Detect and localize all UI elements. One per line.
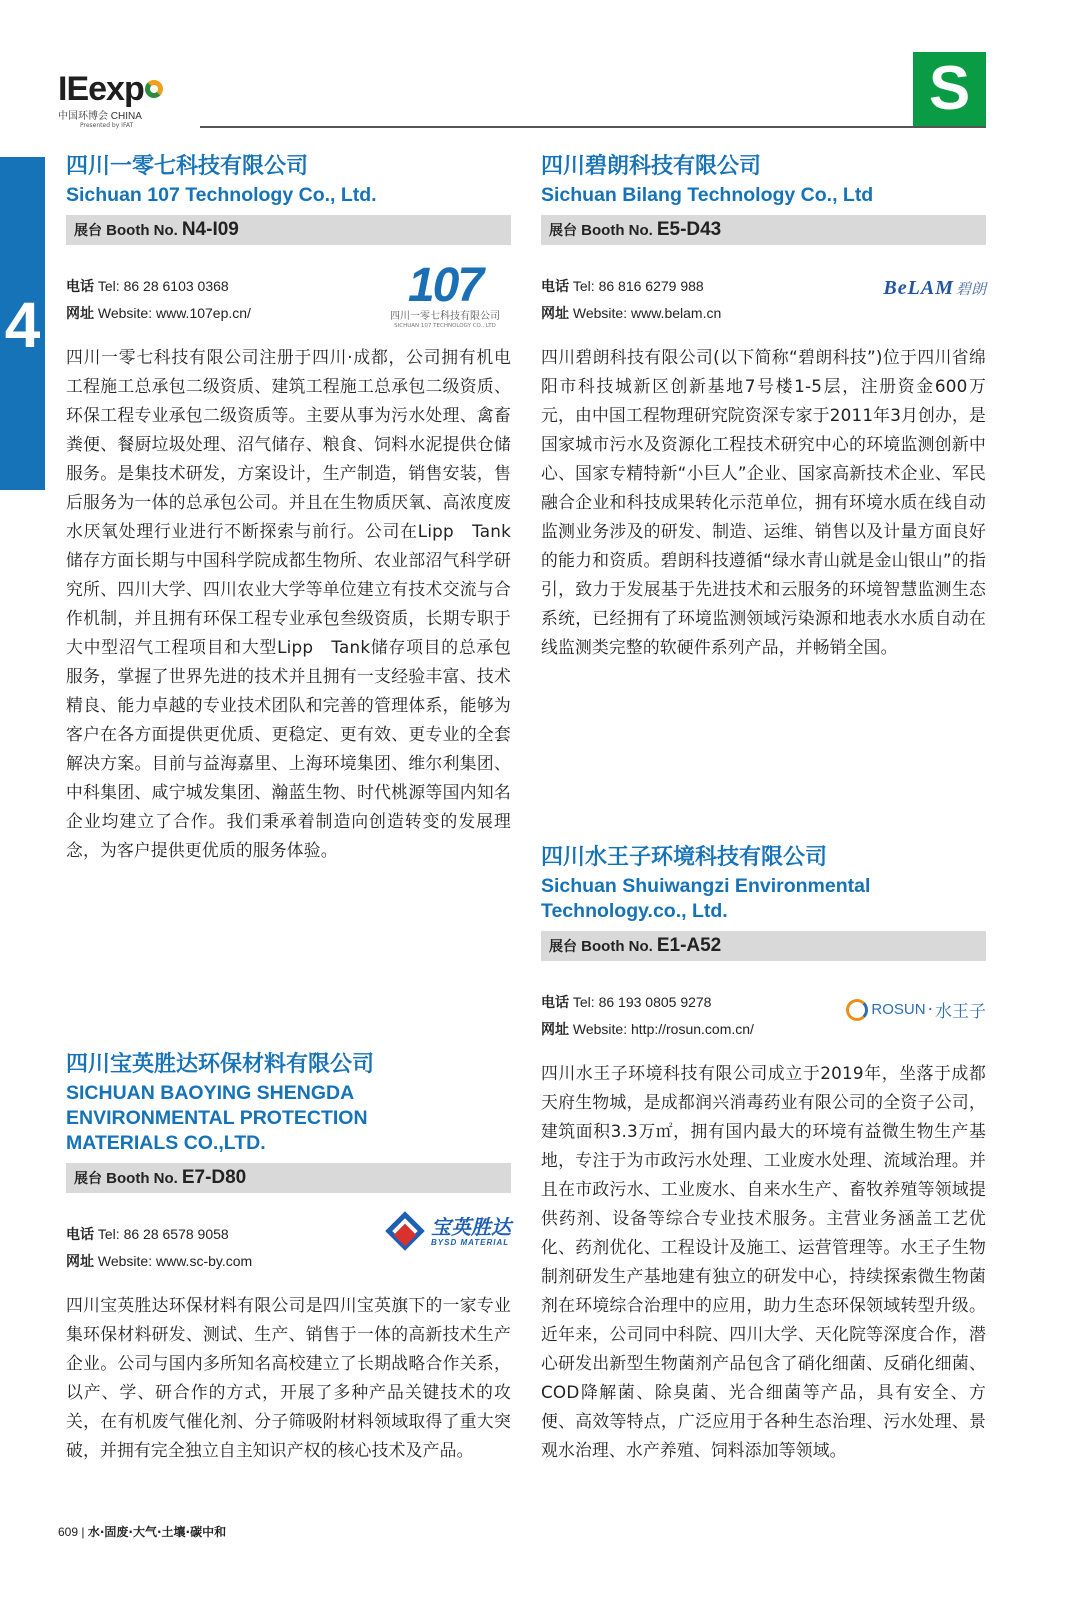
web-label-en: Website: xyxy=(572,1021,628,1037)
company-logo-bysd xyxy=(387,1213,511,1249)
contact-block xyxy=(66,259,511,329)
section-letter-box: S xyxy=(913,52,986,126)
page-footer: 609 | 水·固废·大气·土壤·碳中和 xyxy=(58,1525,227,1539)
web-label-en: Website: xyxy=(97,1253,153,1269)
company-logo-belam xyxy=(883,277,986,300)
booth-prefix-en: Booth No. xyxy=(106,222,178,239)
company-baoying-shengda xyxy=(66,1050,511,1465)
logo-belam-text: BeLAM xyxy=(883,277,954,299)
booth-bar xyxy=(541,215,986,245)
company-shuiwangzi xyxy=(541,843,986,1465)
rosun-mark-icon xyxy=(846,999,868,1021)
tel-value: 86 28 6103 0368 xyxy=(123,278,229,294)
company-name-en: Sichuan 107 Technology Co., Ltd. xyxy=(66,184,377,206)
tel-label-cn: 电话 xyxy=(66,1227,94,1243)
booth-prefix-en: Booth No. xyxy=(581,938,653,955)
company-description: 四川一零七科技有限公司注册于四川·成都，公司拥有机电工程施工总承包二级资质、建筑工程施工总承包二级资质、环保工程专业承包二级资质等。主要从事为污水处理、禽畜粪便、餐厨垃圾处理、沼气储存、粮食、饲料水泥提供仓储服务。是集技术研发，方案设计，生产制造，销售安装，售后服务为一体的总承包公司。并且在生物质厌氧、高浓度废水厌氧处理行业进行不断探索与前行。公司在Lipp Tank储存方面长期与中国科学院成都生物所、农业部沼气科学研究所、四川大学、四川农业大学等单位建立有技术交流与合作机制，并且拥有环保工程专业承包叁级资质，长期专职于大中型沼气工程项目和大型Lipp Tank储存项目的总承包服务，掌握了世界先进的技术并且拥有一支经验丰富、技术精良、能力卓越的专业技术团队和完善的管理体系，能够为客户在各方面提供更优质、更稳定、更有效、更专业的全套解决方案。目前与益海嘉里、上海环境集团、维尔利集团、中科集团、咸宁城发集团、瀚蓝生物、时代桃源等国内知名企业均建立了合作。我们秉承着制造向创造转变的发展理念，为客户提供更优质的服务体验。 xyxy=(66,347,511,860)
tel-label-cn: 电话 xyxy=(541,995,569,1011)
tel-label-cn: 电话 xyxy=(541,279,569,295)
company-description: 四川宝英胜达环保材料有限公司是四川宝英旗下的一家专业集环保材料研发、测试、生产、销售于一体的高新技术生产企业。公司与国内多所知名高校建立了长期战略合作关系，以产、学、研合作的方式，开展了多种产品关键技术的攻关，在有机废气催化剂、分子筛吸附材料领域取得了重大突破，并拥有完全独立自主知识产权的核心技术及产品。 xyxy=(66,1295,511,1460)
logo-sub-en: CHINA xyxy=(110,111,142,122)
company-name-cn: 四川碧朗科技有限公司 xyxy=(541,154,762,179)
web-label-cn: 网址 xyxy=(66,306,94,322)
footer-section: 水·固废·大气·土壤·碳中和 xyxy=(87,1525,227,1539)
company-bilang xyxy=(541,152,986,662)
company-name-en: Sichuan Shuiwangzi Environmental Technology.co., Ltd. xyxy=(541,875,871,922)
logo-o-icon xyxy=(145,80,163,98)
company-description: 四川碧朗科技有限公司(以下简称“碧朗科技”)位于四川省绵阳市科技城新区创新基地7号楼1-5层，注册资金600万元，由中国工程物理研究院资深专家于2011年3月创办，是国家城市污水及资源化工程技术研究中心的环境监测创新中心、国家专精特新“小巨人”企业、国家高新技术企业、军民融合企业和科技成果转化示范单位，拥有环境水质在线自动监测业务涉及的研发、制造、运维、销售以及计量方面良好的能力和资质。碧朗科技遵循“绿水青山就是金山银山”的指引，致力于发展基于先进技术和云服务的环境智慧监测生态系统，已经拥有了环境监测领域污染源和地表水水质自动在线监测类完整的软硬件系列产品，并畅销全国。 xyxy=(541,347,986,657)
company-logo-rosun: ROSUN · 水王子 xyxy=(846,997,986,1022)
logo-107-number: 107 xyxy=(407,259,483,312)
logo-107-cn: 四川一零七科技有限公司 xyxy=(390,311,500,322)
website-link[interactable]: www.belam.cn xyxy=(631,305,722,321)
company-logo-107 xyxy=(379,261,511,329)
booth-prefix-cn: 展台 xyxy=(549,939,577,955)
web-label-cn: 网址 xyxy=(541,1022,569,1038)
booth-number: E5-D43 xyxy=(656,219,722,240)
company-name-en: SICHUAN BAOYING SHENGDA ENVIRONMENTAL PROTECTION MATERIALS CO.,LTD. xyxy=(66,1082,368,1154)
web-label-en: Website: xyxy=(97,305,153,321)
web-label-cn: 网址 xyxy=(541,306,569,322)
contact-block xyxy=(66,1214,511,1277)
contact-block xyxy=(541,273,986,329)
company-name-cn: 四川水王子环境科技有限公司 xyxy=(541,845,828,870)
company-description: 四川水王子环境科技有限公司成立于2019年，坐落于成都天府生物城，是成都润兴消毒药业有限公司的全资子公司，建筑面积3.3万㎡，拥有国内最大的环境有益微生物生产基地，专注于为市政污水处理、工业废水处理、流域治理。并且在市政污水、工业废水、自来水生产、畜牧养殖等领域提供药剂、设备等综合专业技术服务。主营业务涵盖工艺优化、药剂优化、工程设计及施工、运营管理等。水王子生物制剂研发生产基地建有独立的研发中心，持续探索微生物菌剂在环境综合治理中的应用，助力生态环保领域转型升级。近年来，公司同中科院、四川大学、天化院等深度合作，潜心研发出新型生物菌剂产品包含了硝化细菌、反硝化细菌、COD降解菌、除臭菌、光合细菌等产品，具有安全、方便、高效等特点，广泛应用于各种生态治理、污水处理、景观水治理、水产养殖、饲料添加等领域。 xyxy=(541,1063,986,1460)
logo-belam-cn: 碧朗 xyxy=(955,280,986,298)
booth-number: E1-A52 xyxy=(656,935,722,956)
company-107 xyxy=(66,152,511,865)
booth-prefix-en: Booth No. xyxy=(581,222,653,239)
logo-sub-cn: 中国环博会 xyxy=(58,111,108,122)
tel-value: 86 28 6578 9058 xyxy=(123,1226,229,1242)
iexpo-logo xyxy=(58,72,173,130)
tel-value: 86 816 6279 988 xyxy=(598,278,704,294)
company-name-cn: 四川宝英胜达环保材料有限公司 xyxy=(66,1052,375,1077)
tel-label-en: Tel: xyxy=(97,1226,120,1242)
booth-bar xyxy=(66,1163,511,1193)
booth-bar xyxy=(541,931,986,961)
page-number: 609 xyxy=(58,1525,79,1539)
tel-value: 86 193 0805 9278 xyxy=(598,994,712,1010)
logo-presented: Presented by IFAT xyxy=(80,122,134,129)
header-rule xyxy=(200,126,986,128)
booth-number: E7-D80 xyxy=(181,1167,247,1188)
web-label-en: Website: xyxy=(572,305,628,321)
website-link[interactable]: http://rosun.com.cn/ xyxy=(631,1021,754,1037)
contact-block xyxy=(541,989,986,1045)
website-link[interactable]: www.sc-by.com xyxy=(156,1253,253,1269)
booth-prefix-cn: 展台 xyxy=(74,223,102,239)
company-name-cn: 四川一零七科技有限公司 xyxy=(66,154,309,179)
booth-prefix-cn: 展台 xyxy=(549,223,577,239)
logo-main-text: IEexp xyxy=(58,70,144,108)
logo-rosun-cn: 水王子 xyxy=(935,1002,986,1022)
tel-label-cn: 电话 xyxy=(66,279,94,295)
logo-bysd-en: BYSD MATERIAL xyxy=(431,1237,510,1247)
logo-rosun-text: ROSUN xyxy=(871,1001,926,1018)
company-name-en: Sichuan Bilang Technology Co., Ltd xyxy=(541,184,874,206)
booth-number: N4-I09 xyxy=(181,219,239,240)
tel-label-en: Tel: xyxy=(572,994,595,1010)
tel-label-en: Tel: xyxy=(572,278,595,294)
chapter-number: 4 xyxy=(4,289,41,361)
bysd-diamond-icon xyxy=(387,1213,423,1249)
logo-107-en: SICHUAN 107 TECHNOLOGY CO., LTD xyxy=(394,323,496,329)
web-label-cn: 网址 xyxy=(66,1254,94,1270)
booth-prefix-en: Booth No. xyxy=(106,1170,178,1187)
logo-bysd-cn: 宝英胜达 xyxy=(431,1214,511,1239)
website-link[interactable]: www.107ep.cn/ xyxy=(156,305,251,321)
booth-bar xyxy=(66,215,511,245)
tel-label-en: Tel: xyxy=(97,278,120,294)
booth-prefix-cn: 展台 xyxy=(74,1171,102,1187)
